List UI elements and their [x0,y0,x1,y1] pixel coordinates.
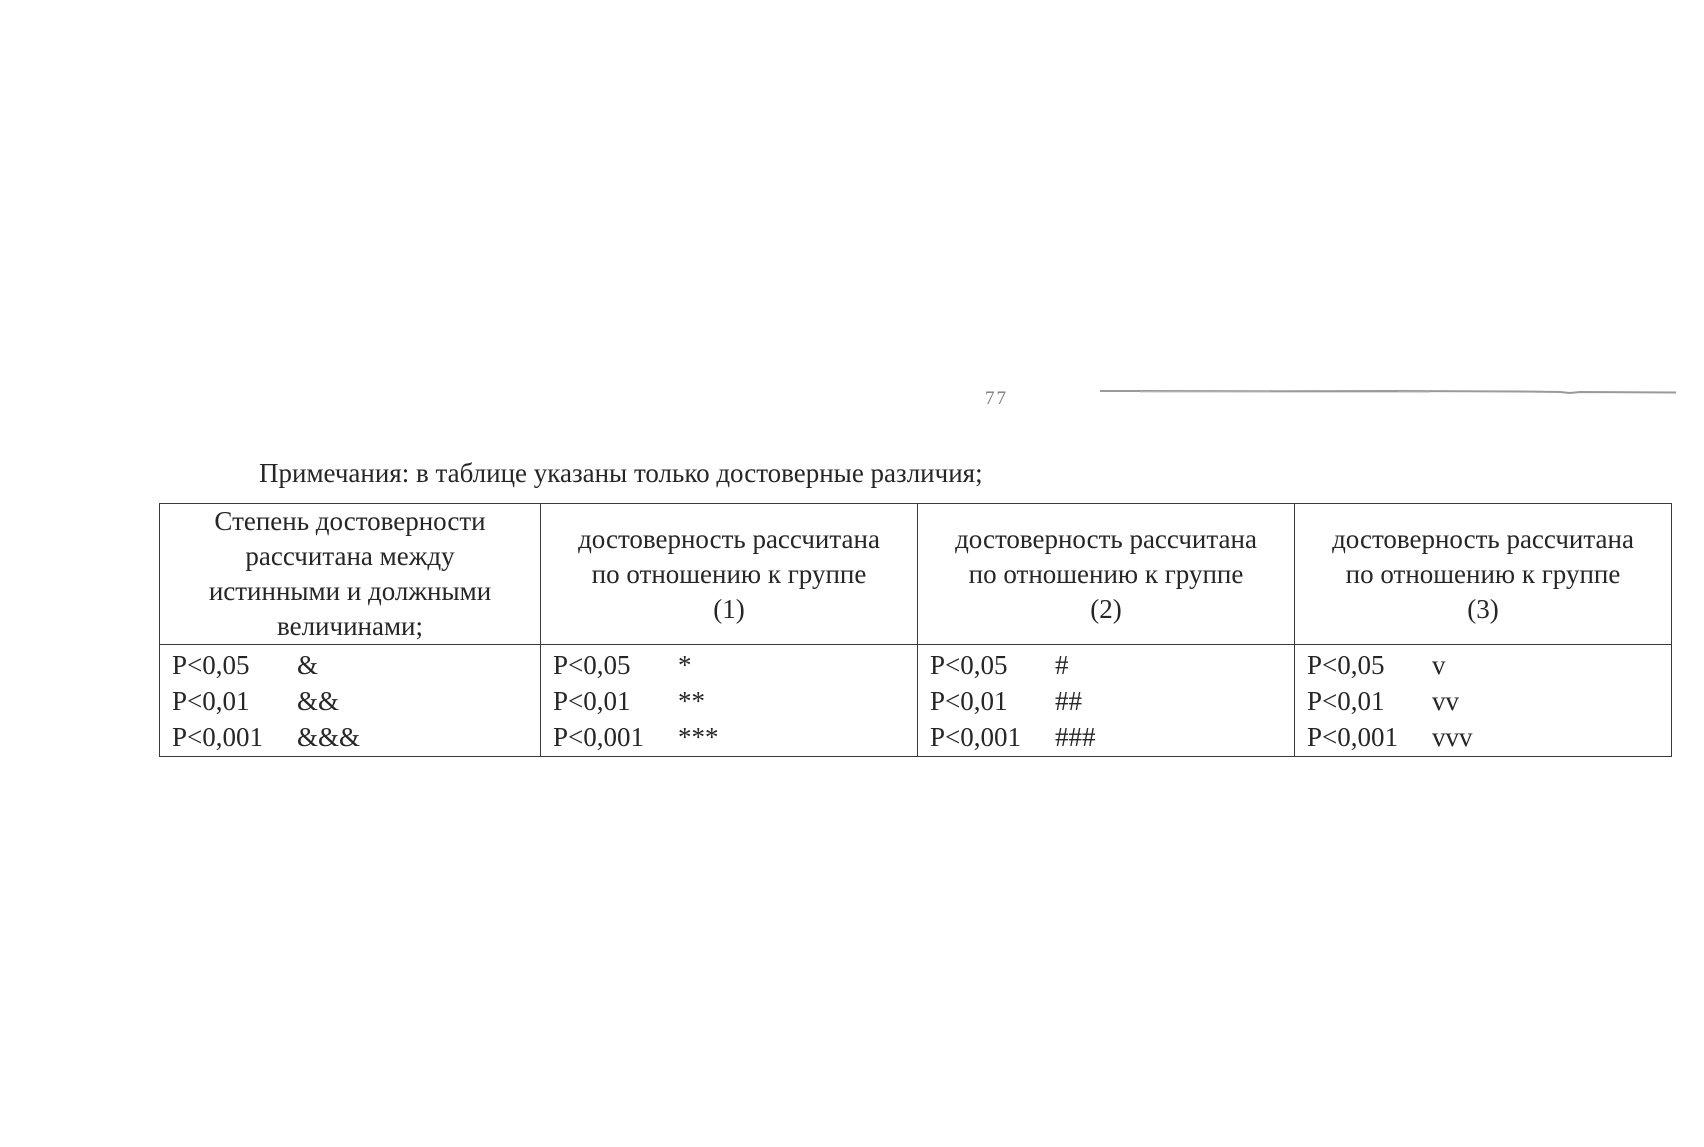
header-line: достоверность рассчитана [1332,523,1634,554]
p-value: P<0,01 [553,686,631,716]
header-line: достоверность рассчитана [955,523,1257,554]
header-line: (3) [1467,593,1499,624]
significance-row [1307,719,1671,755]
p-value: P<0,05 [1307,650,1385,680]
body-cell-group-1 [541,645,918,757]
header-cell-group-1 [541,504,918,645]
header-cell-true-vs-expected [160,504,541,645]
header-line: по отношению к группе [968,558,1244,589]
header-line: достоверность рассчитана [578,523,880,554]
p-value: P<0,01 [172,686,250,716]
p-value: P<0,001 [553,722,644,752]
marker: &&& [297,722,361,752]
header-line: по отношению к группе [1345,558,1621,589]
marker: * [678,650,692,680]
header-cell-group-2 [918,504,1295,645]
marker: # [1055,650,1069,680]
header-line: Степень достоверности [214,506,486,536]
notes-line: Примечания: в таблице указаны только достоверные различия; [259,458,983,488]
significance-row [172,683,540,719]
header-line: величинами; [277,611,423,641]
marker: v [1432,650,1446,680]
table-body-row [160,645,1672,757]
table-header-row [160,504,1672,645]
marker: vv [1432,686,1459,716]
body-cell-group-3 [1295,645,1672,757]
body-cell-group-2 [918,645,1295,757]
p-value: P<0,05 [930,650,1008,680]
significance-row [1307,683,1671,719]
p-value: P<0,001 [1307,722,1398,752]
body-cell-true-vs-expected [160,645,541,757]
marker: && [297,686,340,716]
marker: vvv [1432,722,1473,752]
p-value: P<0,05 [172,650,250,680]
significance-row [930,719,1294,755]
p-value: P<0,001 [930,722,1021,752]
p-value: P<0,01 [930,686,1008,716]
significance-row [930,683,1294,719]
p-value: P<0,01 [1307,686,1385,716]
significance-row [172,647,540,683]
marker: *** [678,722,719,752]
header-line: истинными и должными [208,576,492,606]
page-number: 77 [985,388,1008,409]
significance-row [930,647,1294,683]
significance-row [553,683,917,719]
header-line: (2) [1090,593,1122,624]
header-line: по отношению к группе [591,558,867,589]
p-value: P<0,05 [553,650,631,680]
marker: ### [1055,722,1096,752]
significance-row [1307,647,1671,683]
header-line: рассчитана между [245,541,455,571]
header-line: (1) [713,593,745,624]
marker: ** [678,686,705,716]
p-value: P<0,001 [172,722,263,752]
marker: & [297,650,319,680]
header-cell-group-3 [1295,504,1672,645]
marker: ## [1055,686,1082,716]
significance-row [172,719,540,755]
scan-artifact-line [1100,388,1676,396]
significance-row [553,647,917,683]
significance-table [159,503,1672,757]
significance-row [553,719,917,755]
